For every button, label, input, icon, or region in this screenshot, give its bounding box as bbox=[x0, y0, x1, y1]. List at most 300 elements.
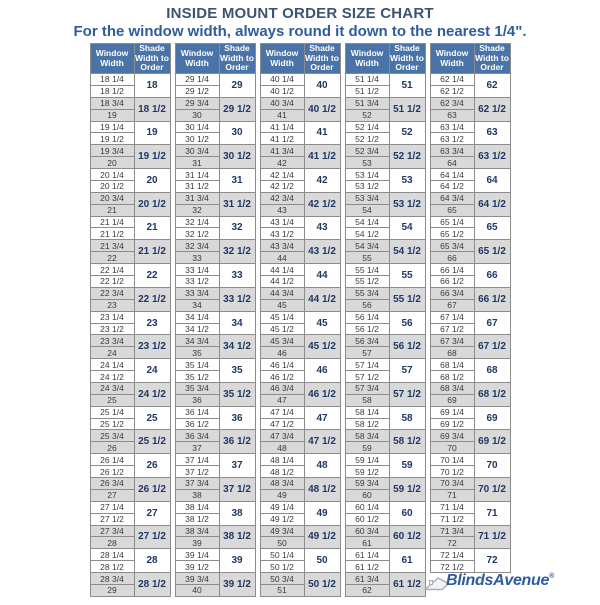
window-width-cell: 50 bbox=[261, 537, 305, 549]
window-width-cell: 33 bbox=[176, 252, 220, 264]
window-width-pair bbox=[261, 193, 305, 217]
window-width-pair bbox=[91, 526, 135, 550]
window-width-cell: 18 3/4 bbox=[91, 98, 135, 110]
size-group bbox=[431, 122, 511, 146]
window-width-cell: 42 3/4 bbox=[261, 193, 305, 205]
window-width-pair bbox=[91, 98, 135, 122]
shade-width-cell: 57 1/2 bbox=[390, 383, 426, 407]
window-width-cell: 63 3/4 bbox=[431, 145, 475, 157]
window-width-pair bbox=[176, 193, 220, 217]
window-width-cell: 37 3/4 bbox=[176, 478, 220, 490]
size-group bbox=[91, 359, 171, 383]
shade-width-cell: 56 1/2 bbox=[390, 335, 426, 359]
window-width-cell: 64 1/4 bbox=[431, 169, 475, 181]
size-group bbox=[176, 335, 256, 359]
window-width-cell: 26 1/4 bbox=[91, 454, 135, 466]
window-width-cell: 27 bbox=[91, 490, 135, 502]
size-group bbox=[346, 264, 426, 288]
window-width-pair bbox=[261, 217, 305, 241]
window-width-cell: 32 bbox=[176, 205, 220, 217]
shade-width-cell: 49 1/2 bbox=[305, 526, 341, 550]
shade-width-cell: 72 bbox=[475, 549, 511, 573]
shade-width-cell: 69 bbox=[475, 407, 511, 431]
window-width-cell: 43 1/2 bbox=[261, 228, 305, 240]
window-width-cell: 39 bbox=[176, 537, 220, 549]
window-width-pair bbox=[91, 240, 135, 264]
window-width-pair bbox=[431, 264, 475, 288]
window-width-cell: 31 3/4 bbox=[176, 193, 220, 205]
window-width-cell: 46 1/4 bbox=[261, 359, 305, 371]
shade-width-cell: 18 1/2 bbox=[135, 98, 171, 122]
window-width-cell: 66 bbox=[431, 252, 475, 264]
shade-width-cell: 57 bbox=[390, 359, 426, 383]
shade-width-cell: 41 bbox=[305, 122, 341, 146]
window-width-cell: 48 3/4 bbox=[261, 478, 305, 490]
shade-width-cell: 22 bbox=[135, 264, 171, 288]
window-width-cell: 60 1/4 bbox=[346, 502, 390, 514]
window-width-pair bbox=[346, 478, 390, 502]
window-width-cell: 46 bbox=[261, 347, 305, 359]
shade-width-cell: 30 bbox=[220, 122, 256, 146]
window-width-cell: 38 bbox=[176, 490, 220, 502]
window-width-cell: 38 1/4 bbox=[176, 502, 220, 514]
window-width-cell: 33 1/2 bbox=[176, 276, 220, 288]
window-width-cell: 59 1/4 bbox=[346, 454, 390, 466]
window-width-cell: 67 1/2 bbox=[431, 324, 475, 336]
window-width-cell: 19 3/4 bbox=[91, 145, 135, 157]
size-group bbox=[431, 478, 511, 502]
window-width-cell: 44 3/4 bbox=[261, 288, 305, 300]
shade-width-cell: 61 1/2 bbox=[390, 573, 426, 597]
shade-width-cell: 30 1/2 bbox=[220, 145, 256, 169]
size-group bbox=[261, 217, 341, 241]
window-width-cell: 59 3/4 bbox=[346, 478, 390, 490]
size-group bbox=[176, 526, 256, 550]
window-width-pair bbox=[431, 217, 475, 241]
size-group bbox=[176, 407, 256, 431]
window-width-cell: 28 bbox=[91, 537, 135, 549]
size-chart-column-3 bbox=[260, 43, 341, 597]
window-width-cell: 54 1/2 bbox=[346, 228, 390, 240]
size-group bbox=[261, 383, 341, 407]
size-chart-column-4 bbox=[345, 43, 426, 597]
shade-width-cell: 19 1/2 bbox=[135, 145, 171, 169]
size-group bbox=[91, 383, 171, 407]
size-group bbox=[261, 573, 341, 597]
window-width-cell: 27 1/4 bbox=[91, 502, 135, 514]
window-width-pair bbox=[431, 549, 475, 573]
window-width-cell: 46 1/2 bbox=[261, 371, 305, 383]
window-width-pair bbox=[176, 122, 220, 146]
size-group bbox=[91, 240, 171, 264]
window-width-pair bbox=[431, 335, 475, 359]
window-width-pair bbox=[176, 407, 220, 431]
size-group bbox=[91, 312, 171, 336]
window-width-cell: 22 1/2 bbox=[91, 276, 135, 288]
window-width-pair bbox=[261, 169, 305, 193]
size-group bbox=[431, 549, 511, 573]
window-width-pair bbox=[176, 264, 220, 288]
window-width-cell: 43 3/4 bbox=[261, 240, 305, 252]
shade-width-cell: 42 bbox=[305, 169, 341, 193]
window-width-cell: 20 3/4 bbox=[91, 193, 135, 205]
window-width-cell: 45 3/4 bbox=[261, 335, 305, 347]
shade-width-cell: 51 bbox=[390, 74, 426, 98]
window-width-cell: 38 3/4 bbox=[176, 526, 220, 538]
size-group bbox=[346, 526, 426, 550]
window-width-cell: 22 bbox=[91, 252, 135, 264]
shade-width-cell: 52 1/2 bbox=[390, 145, 426, 169]
window-width-cell: 29 3/4 bbox=[176, 98, 220, 110]
size-group bbox=[431, 383, 511, 407]
shade-width-cell: 70 bbox=[475, 454, 511, 478]
window-width-cell: 49 3/4 bbox=[261, 526, 305, 538]
window-width-cell: 56 3/4 bbox=[346, 335, 390, 347]
shade-width-cell: 69 1/2 bbox=[475, 430, 511, 454]
shade-width-cell: 43 1/2 bbox=[305, 240, 341, 264]
window-width-pair bbox=[91, 549, 135, 573]
shade-width-cell: 24 1/2 bbox=[135, 383, 171, 407]
window-width-cell: 40 bbox=[176, 585, 220, 597]
window-width-cell: 50 1/2 bbox=[261, 561, 305, 573]
window-width-pair bbox=[176, 454, 220, 478]
window-width-pair bbox=[346, 193, 390, 217]
window-width-cell: 41 bbox=[261, 110, 305, 122]
window-width-pair bbox=[261, 383, 305, 407]
shade-width-cell: 63 1/2 bbox=[475, 145, 511, 169]
window-width-cell: 23 bbox=[91, 300, 135, 312]
shade-width-cell: 21 1/2 bbox=[135, 240, 171, 264]
size-group bbox=[176, 454, 256, 478]
window-width-cell: 60 3/4 bbox=[346, 526, 390, 538]
window-width-cell: 34 3/4 bbox=[176, 335, 220, 347]
window-width-cell: 41 3/4 bbox=[261, 145, 305, 157]
window-width-cell: 39 1/2 bbox=[176, 561, 220, 573]
window-width-cell: 47 3/4 bbox=[261, 430, 305, 442]
size-group bbox=[346, 573, 426, 597]
window-width-cell: 30 1/4 bbox=[176, 122, 220, 134]
window-width-cell: 24 bbox=[91, 347, 135, 359]
shade-width-cell: 22 1/2 bbox=[135, 288, 171, 312]
window-width-cell: 72 1/4 bbox=[431, 549, 475, 561]
size-group bbox=[431, 264, 511, 288]
window-width-cell: 25 bbox=[91, 395, 135, 407]
window-width-pair bbox=[176, 217, 220, 241]
window-width-cell: 52 bbox=[346, 110, 390, 122]
size-chart-column-5 bbox=[430, 43, 511, 573]
shade-width-cell: 67 bbox=[475, 312, 511, 336]
window-width-cell: 47 1/2 bbox=[261, 419, 305, 431]
window-width-cell: 52 1/2 bbox=[346, 133, 390, 145]
window-width-cell: 24 1/2 bbox=[91, 371, 135, 383]
window-width-pair bbox=[91, 502, 135, 526]
shade-width-header: Shade Width to Order bbox=[390, 43, 424, 73]
shade-width-cell: 29 bbox=[220, 74, 256, 98]
window-width-cell: 28 1/2 bbox=[91, 561, 135, 573]
window-width-cell: 53 3/4 bbox=[346, 193, 390, 205]
window-width-cell: 49 bbox=[261, 490, 305, 502]
window-width-cell: 61 1/4 bbox=[346, 549, 390, 561]
shade-width-cell: 47 1/2 bbox=[305, 430, 341, 454]
window-width-cell: 65 1/4 bbox=[431, 217, 475, 229]
window-width-cell: 31 bbox=[176, 157, 220, 169]
window-width-pair bbox=[346, 407, 390, 431]
window-width-pair bbox=[431, 359, 475, 383]
window-width-cell: 55 1/2 bbox=[346, 276, 390, 288]
window-width-cell: 64 1/2 bbox=[431, 181, 475, 193]
shade-width-cell: 25 bbox=[135, 407, 171, 431]
window-width-cell: 72 bbox=[431, 537, 475, 549]
shade-width-cell: 48 1/2 bbox=[305, 478, 341, 502]
size-group bbox=[346, 193, 426, 217]
window-width-pair bbox=[346, 502, 390, 526]
window-width-pair bbox=[91, 169, 135, 193]
size-group bbox=[431, 430, 511, 454]
column-header-row bbox=[261, 44, 341, 74]
size-group bbox=[431, 407, 511, 431]
window-width-pair bbox=[176, 145, 220, 169]
window-width-cell: 70 1/2 bbox=[431, 466, 475, 478]
shade-width-cell: 59 1/2 bbox=[390, 478, 426, 502]
window-width-pair bbox=[346, 145, 390, 169]
window-width-pair bbox=[261, 122, 305, 146]
window-width-cell: 55 3/4 bbox=[346, 288, 390, 300]
window-width-cell: 27 3/4 bbox=[91, 526, 135, 538]
size-group bbox=[91, 454, 171, 478]
window-width-cell: 58 bbox=[346, 395, 390, 407]
size-group bbox=[176, 74, 256, 98]
window-width-cell: 42 1/2 bbox=[261, 181, 305, 193]
window-width-cell: 61 3/4 bbox=[346, 573, 390, 585]
shade-width-cell: 34 bbox=[220, 312, 256, 336]
shade-width-cell: 48 bbox=[305, 454, 341, 478]
window-width-cell: 53 bbox=[346, 157, 390, 169]
window-width-pair bbox=[346, 217, 390, 241]
window-width-cell: 50 3/4 bbox=[261, 573, 305, 585]
window-width-cell: 51 1/4 bbox=[346, 74, 390, 86]
window-width-pair bbox=[346, 573, 390, 597]
window-width-cell: 36 3/4 bbox=[176, 430, 220, 442]
window-width-pair bbox=[261, 359, 305, 383]
window-width-cell: 71 1/2 bbox=[431, 514, 475, 526]
size-group bbox=[431, 335, 511, 359]
shade-width-cell: 61 bbox=[390, 549, 426, 573]
window-width-cell: 66 1/4 bbox=[431, 264, 475, 276]
shade-width-cell: 21 bbox=[135, 217, 171, 241]
window-width-cell: 68 3/4 bbox=[431, 383, 475, 395]
window-width-pair bbox=[176, 526, 220, 550]
window-width-cell: 45 bbox=[261, 300, 305, 312]
size-group bbox=[176, 430, 256, 454]
window-width-pair bbox=[346, 430, 390, 454]
window-width-cell: 63 bbox=[431, 110, 475, 122]
window-width-pair bbox=[91, 383, 135, 407]
size-group bbox=[91, 549, 171, 573]
shade-width-cell: 52 bbox=[390, 122, 426, 146]
window-width-cell: 29 1/4 bbox=[176, 74, 220, 86]
window-width-cell: 20 1/4 bbox=[91, 169, 135, 181]
size-group bbox=[346, 383, 426, 407]
size-group bbox=[346, 288, 426, 312]
window-width-cell: 70 1/4 bbox=[431, 454, 475, 466]
window-width-pair bbox=[176, 478, 220, 502]
shade-width-cell: 27 1/2 bbox=[135, 526, 171, 550]
window-width-pair bbox=[346, 335, 390, 359]
window-width-cell: 20 1/2 bbox=[91, 181, 135, 193]
shade-width-cell: 60 bbox=[390, 502, 426, 526]
window-width-cell: 34 1/2 bbox=[176, 324, 220, 336]
shade-width-cell: 68 1/2 bbox=[475, 383, 511, 407]
window-width-cell: 32 1/2 bbox=[176, 228, 220, 240]
size-group bbox=[431, 288, 511, 312]
window-width-cell: 61 1/2 bbox=[346, 561, 390, 573]
window-width-cell: 44 bbox=[261, 252, 305, 264]
size-group bbox=[261, 312, 341, 336]
window-width-cell: 45 1/2 bbox=[261, 324, 305, 336]
window-width-cell: 30 bbox=[176, 110, 220, 122]
window-width-cell: 66 3/4 bbox=[431, 288, 475, 300]
window-width-pair bbox=[91, 264, 135, 288]
size-group bbox=[91, 264, 171, 288]
size-group bbox=[176, 573, 256, 597]
size-group bbox=[346, 454, 426, 478]
shade-width-cell: 71 bbox=[475, 502, 511, 526]
window-width-pair bbox=[261, 430, 305, 454]
size-group bbox=[261, 288, 341, 312]
shade-width-cell: 36 1/2 bbox=[220, 430, 256, 454]
window-width-cell: 53 1/2 bbox=[346, 181, 390, 193]
size-group bbox=[346, 549, 426, 573]
size-group bbox=[431, 145, 511, 169]
size-group bbox=[176, 312, 256, 336]
size-group bbox=[346, 122, 426, 146]
size-group bbox=[431, 240, 511, 264]
window-width-pair bbox=[261, 407, 305, 431]
window-width-cell: 38 1/2 bbox=[176, 514, 220, 526]
shade-width-cell: 45 1/2 bbox=[305, 335, 341, 359]
shade-width-cell: 26 bbox=[135, 454, 171, 478]
window-width-pair bbox=[176, 74, 220, 98]
window-width-cell: 36 bbox=[176, 395, 220, 407]
shade-width-cell: 59 bbox=[390, 454, 426, 478]
window-width-cell: 33 3/4 bbox=[176, 288, 220, 300]
size-chart-column-2 bbox=[175, 43, 256, 597]
size-group bbox=[261, 549, 341, 573]
shade-width-cell: 18 bbox=[135, 74, 171, 98]
shade-width-cell: 50 bbox=[305, 549, 341, 573]
size-group bbox=[91, 169, 171, 193]
size-group bbox=[91, 502, 171, 526]
size-group bbox=[431, 217, 511, 241]
shade-width-cell: 42 1/2 bbox=[305, 193, 341, 217]
window-width-cell: 59 bbox=[346, 442, 390, 454]
window-width-pair bbox=[431, 193, 475, 217]
shade-width-cell: 64 1/2 bbox=[475, 193, 511, 217]
window-width-header: Window Width bbox=[176, 44, 220, 74]
shade-width-cell: 62 bbox=[475, 74, 511, 98]
size-group bbox=[261, 169, 341, 193]
size-group bbox=[346, 407, 426, 431]
size-chart bbox=[0, 43, 600, 597]
window-width-cell: 43 bbox=[261, 205, 305, 217]
window-width-cell: 21 3/4 bbox=[91, 240, 135, 252]
column-header-row bbox=[176, 44, 256, 74]
window-width-cell: 44 1/2 bbox=[261, 276, 305, 288]
window-width-cell: 67 bbox=[431, 300, 475, 312]
column-header-row bbox=[346, 44, 426, 74]
window-width-cell: 46 3/4 bbox=[261, 383, 305, 395]
shade-width-cell: 70 1/2 bbox=[475, 478, 511, 502]
shade-width-cell: 39 bbox=[220, 549, 256, 573]
shade-width-cell: 67 1/2 bbox=[475, 335, 511, 359]
window-width-pair bbox=[346, 288, 390, 312]
shade-width-cell: 35 bbox=[220, 359, 256, 383]
window-width-pair bbox=[261, 478, 305, 502]
shade-width-cell: 20 bbox=[135, 169, 171, 193]
window-width-pair bbox=[91, 288, 135, 312]
shade-width-cell: 53 bbox=[390, 169, 426, 193]
size-group bbox=[261, 502, 341, 526]
window-width-cell: 32 3/4 bbox=[176, 240, 220, 252]
shade-width-cell: 62 1/2 bbox=[475, 98, 511, 122]
window-width-cell: 18 1/4 bbox=[91, 74, 135, 86]
shade-width-cell: 38 bbox=[220, 502, 256, 526]
window-width-cell: 47 bbox=[261, 395, 305, 407]
window-width-pair bbox=[91, 312, 135, 336]
window-width-cell: 41 1/4 bbox=[261, 122, 305, 134]
size-group bbox=[261, 264, 341, 288]
shade-width-cell: 29 1/2 bbox=[220, 98, 256, 122]
window-width-pair bbox=[91, 193, 135, 217]
shade-width-header: Shade Width to Order bbox=[475, 43, 509, 73]
size-group bbox=[346, 359, 426, 383]
shade-width-header: Shade Width to Order bbox=[305, 43, 339, 73]
window-width-pair bbox=[176, 98, 220, 122]
window-width-pair bbox=[261, 264, 305, 288]
window-width-cell: 65 bbox=[431, 205, 475, 217]
shade-width-cell: 55 1/2 bbox=[390, 288, 426, 312]
shade-width-cell: 54 bbox=[390, 217, 426, 241]
chart-title: INSIDE MOUNT ORDER SIZE CHART bbox=[166, 5, 434, 22]
shade-width-cell: 32 bbox=[220, 217, 256, 241]
window-width-header: Window Width bbox=[346, 44, 390, 74]
window-width-header: Window Width bbox=[431, 44, 475, 74]
size-group bbox=[431, 98, 511, 122]
window-width-pair bbox=[91, 454, 135, 478]
size-group bbox=[176, 383, 256, 407]
shade-width-cell: 28 bbox=[135, 549, 171, 573]
size-group bbox=[261, 454, 341, 478]
window-width-pair bbox=[176, 383, 220, 407]
window-width-pair bbox=[261, 288, 305, 312]
size-group bbox=[431, 193, 511, 217]
size-chart-column-1 bbox=[90, 43, 171, 597]
registered-trademark-symbol: ® bbox=[549, 573, 555, 580]
window-width-cell: 48 bbox=[261, 442, 305, 454]
window-width-pair bbox=[346, 122, 390, 146]
shade-width-cell: 46 bbox=[305, 359, 341, 383]
window-width-cell: 52 3/4 bbox=[346, 145, 390, 157]
shade-width-cell: 31 bbox=[220, 169, 256, 193]
window-width-cell: 71 3/4 bbox=[431, 526, 475, 538]
shade-width-cell: 23 1/2 bbox=[135, 335, 171, 359]
window-width-cell: 36 1/4 bbox=[176, 407, 220, 419]
window-width-cell: 63 1/2 bbox=[431, 133, 475, 145]
shade-width-cell: 24 bbox=[135, 359, 171, 383]
shade-width-cell: 56 bbox=[390, 312, 426, 336]
size-group bbox=[176, 169, 256, 193]
size-group bbox=[261, 359, 341, 383]
